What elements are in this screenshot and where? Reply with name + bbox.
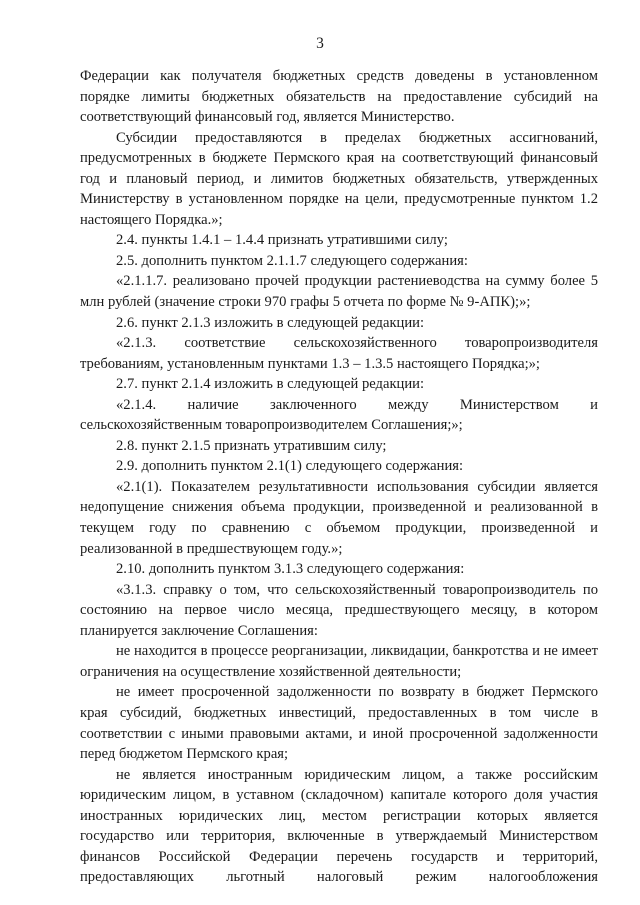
paragraph-item-2-9: 2.9. дополнить пунктом 2.1(1) следующего содержания: bbox=[116, 458, 464, 475]
paragraph-item-2-4: 2.4. пункты 1.4.1 – 1.4.4 признать утратившими силу; bbox=[116, 232, 448, 249]
paragraph-condition-foreign-entity: не является иностранным юридическим лицом, а также российским юридическим лицом, в уставном (складочном) капитале которого доля участия иностранных юридических лиц, местом регистрации которых является государство или территория, включенные в утверждаемый Министерством финансов Российской Федерации перечень государств и территорий, предоставляющих льготный налоговый режим налогообложения bbox=[80, 766, 598, 886]
paragraph-item-2-10: 2.10. дополнить пунктом 3.1.3 следующего содержания: bbox=[116, 561, 465, 578]
paragraph-quote-2-1-1-7: «2.1.1.7. реализовано прочей продукции растениеводства на сумму более 5 млн рублей (значение строки 970 графы 5 отчета по форме № 9-АПК);»; bbox=[80, 273, 598, 311]
paragraph-continuation: Федерации как получателя бюджетных средств доведены в установленном порядке лимиты бюджетных обязательств на предоставление субсидий на соответствующий финансовый год, является Министерство. bbox=[80, 68, 598, 126]
paragraph-quote-2-1-4: «2.1.4. наличие заключенного между Министерством и сельскохозяйственным товаропроизводителем Соглашения;»; bbox=[80, 396, 598, 434]
paragraph-quote-2-1-1: «2.1(1). Показателем результативности использования субсидии является недопущение снижения объема продукции, произведенной и реализованной в текущем году по сравнению с объемом продукции, произведенной и реализованной в предшествующем году.»; bbox=[80, 478, 598, 557]
paragraph-quote-2-1-3: «2.1.3. соответствие сельскохозяйственного товаропроизводителя требованиям, установленным пунктами 1.3 – 1.3.5 настоящего Порядка;»; bbox=[80, 335, 598, 372]
paragraph-item-2-7: 2.7. пункт 2.1.4 изложить в следующей редакции: bbox=[116, 376, 425, 393]
paragraph-item-2-5: 2.5. дополнить пунктом 2.1.1.7 следующего содержания: bbox=[116, 252, 468, 269]
paragraph-condition-reorganization: не находится в процессе реорганизации, ликвидации, банкротства и не имеет ограничения на осуществление хозяйственной деятельности; bbox=[80, 643, 598, 680]
document-body bbox=[80, 66, 598, 888]
paragraph-quote-3-1-3: «3.1.3. справку о том, что сельскохозяйственный товаропроизводитель по состоянию на первое число месяца, предшествующего месяцу, в котором планируется заключение Соглашения: bbox=[80, 581, 598, 639]
paragraph-item-2-8: 2.8. пункт 2.1.5 признать утратившим силу; bbox=[116, 437, 387, 454]
page-number: 3 bbox=[316, 35, 324, 52]
paragraph-subsidies: Субсидии предоставляются в пределах бюджетных ассигнований, предусмотренных в бюджете Пермского края на соответствующий финансовый год и плановый период, и лимитов бюджетных обязательств, утвержденных Министерству в установленном порядке на цели, предусмотренные пунктом 1.2 настоящего Порядка.»; bbox=[80, 129, 598, 228]
paragraph-item-2-6: 2.6. пункт 2.1.3 изложить в следующей редакции: bbox=[116, 314, 425, 331]
paragraph-condition-debt: не имеет просроченной задолженности по возврату в бюджет Пермского края субсидий, бюджетных инвестиций, предоставленных в том числе в соответствии с иными правовыми актами, и иной просроченной задолженности перед бюджетом Пермского края; bbox=[80, 684, 598, 763]
